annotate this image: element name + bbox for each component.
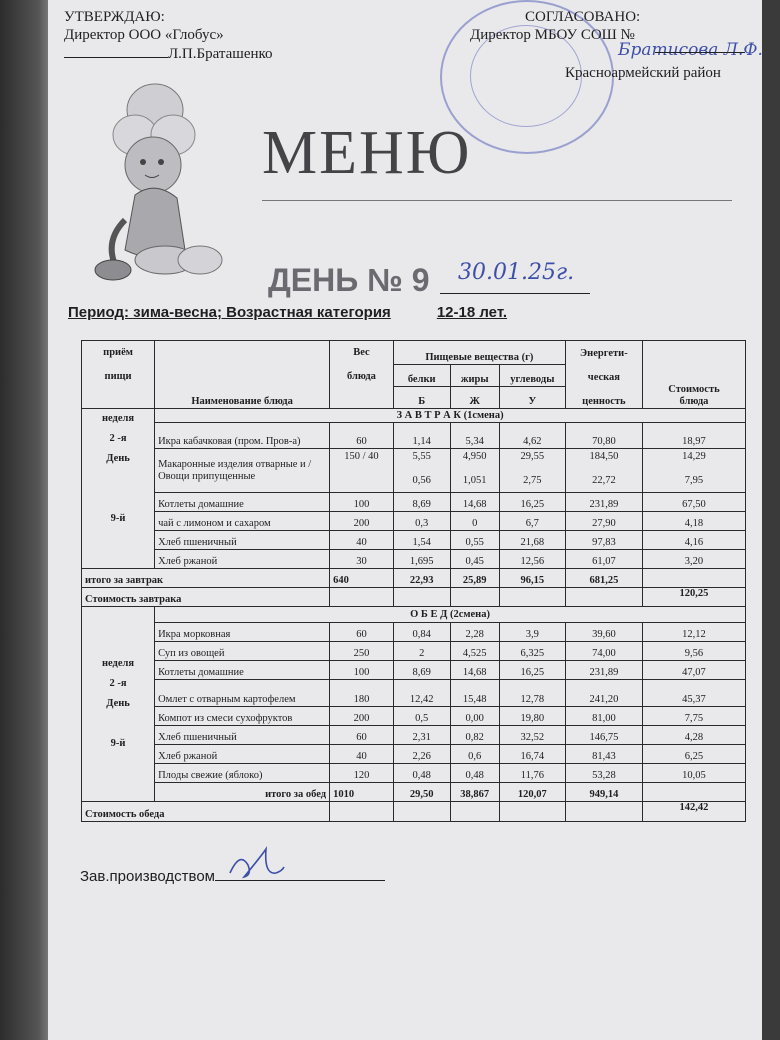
table-row: Хлеб пшеничный 40 1,54 0,55 21,68 97,83 4,16	[82, 531, 746, 550]
lunch-total-row: итого за обед 1010 29,50 38,867 120,07 949,14	[82, 783, 746, 802]
agree-label: СОГЛАСОВАНО:	[525, 9, 641, 25]
period-line: Период: зима-весна; Возрастная категория 12-18 лет.	[68, 304, 508, 321]
page-shadow	[0, 0, 48, 1040]
col-header-protein: белки	[393, 365, 450, 387]
table-row: чай с лимоном и сахаром 200 0,3 0 6,7 27,90 4,18	[82, 512, 746, 531]
col-header-energy: Энергети- ческая ценность	[565, 341, 642, 409]
day-date: 30.01.25г.	[458, 260, 575, 285]
agree-position: Директор МБОУ СОШ №	[470, 27, 635, 43]
breakfast-section-title: З А В Т Р А К (1смена)	[155, 409, 746, 423]
table-row: Хлеб ржаной 40 2,26 0,6 16,74 81,43 6,25	[82, 745, 746, 764]
menu-table	[81, 340, 746, 822]
table-row: Икра кабачковая (пром. Пров-а) 60 1,14 5,34 4,62 70,80 18,97	[82, 423, 746, 449]
table-row: Суп из овощей 250 2 4,525 6,325 74,00 9,56	[82, 642, 746, 661]
table-row: Компот из смеси сухофруктов 200 0,5 0,00 19,80 81,00 7,75	[82, 707, 746, 726]
table-row: Котлеты домашние 100 8,69 14,68 16,25 231,89 67,50	[82, 493, 746, 512]
breakfast-cost-row: Стоимость завтрака 120,25	[82, 588, 746, 607]
breakfast-total-row: итого за завтрак 640 22,93 25,89 96,15 681,25	[82, 569, 746, 588]
col-header-fat: жиры	[450, 365, 499, 387]
col-header-meal: приём пищи	[82, 341, 155, 409]
agree-signature: Братисова Л.Ф.	[618, 40, 763, 60]
table-row: Плоды свежие (яблоко) 120 0,48 0,48 11,76 53,28 10,05	[82, 764, 746, 783]
agree-signer-line	[655, 52, 745, 53]
breakfast-day-cell: неделя 2 -я День 9-й	[82, 409, 155, 569]
lunch-section-title: О Б Е Д (2смена)	[155, 607, 746, 623]
lunch-cost-row: Стоимость обеда 142,42	[82, 802, 746, 822]
col-header-protein-abbr: Б	[393, 387, 450, 409]
lunch-day-cell: неделя 2 -я День 9-й	[82, 607, 155, 802]
approve-position: Директор ООО «Глобус»	[64, 27, 224, 43]
col-header-cost: Стоимость блюда	[642, 341, 745, 409]
col-header-weight: Вес блюда	[330, 341, 394, 409]
production-head-signature	[222, 845, 292, 885]
table-row: Хлеб ржаной 30 1,695 0,45 12,56 61,07 3,20	[82, 550, 746, 569]
chef-illustration	[85, 80, 235, 290]
production-head-line: Зав.производством	[80, 868, 385, 885]
table-row: Икра морковная 60 0,84 2,28 3,9 39,60 12,12	[82, 623, 746, 642]
col-header-nutrients: Пищевые вещества (г)	[393, 341, 565, 365]
agree-district: Красноармейский район	[565, 65, 721, 81]
day-date-line	[440, 293, 590, 294]
col-header-carbs-abbr: У	[499, 387, 565, 409]
table-row: Омлет с отварным картофелем 180 12,42 15,48 12,78 241,20 45,37	[82, 680, 746, 707]
title-underline	[262, 200, 732, 201]
col-header-carbs: углеводы	[499, 365, 565, 387]
table-row: Хлеб пшеничный 60 2,31 0,82 32,52 146,75 4,28	[82, 726, 746, 745]
page-title: МЕНЮ	[262, 119, 472, 187]
approve-label: УТВЕРЖДАЮ:	[64, 9, 165, 25]
col-header-dish: Наименование блюда	[155, 341, 330, 409]
day-label: ДЕНЬ № 9	[268, 262, 430, 298]
table-row: Макаронные изделия отварные и / Овощи припущенные 150 / 40 5,55 0,56 4,950 1,051 29,55 2,75 184,50 22,72 14,29 7,95	[82, 449, 746, 493]
table-row: Котлеты домашние 100 8,69 14,68 16,25 231,89 47,07	[82, 661, 746, 680]
col-header-fat-abbr: Ж	[450, 387, 499, 409]
approve-signer: Л.П.Браташенко	[64, 45, 273, 63]
